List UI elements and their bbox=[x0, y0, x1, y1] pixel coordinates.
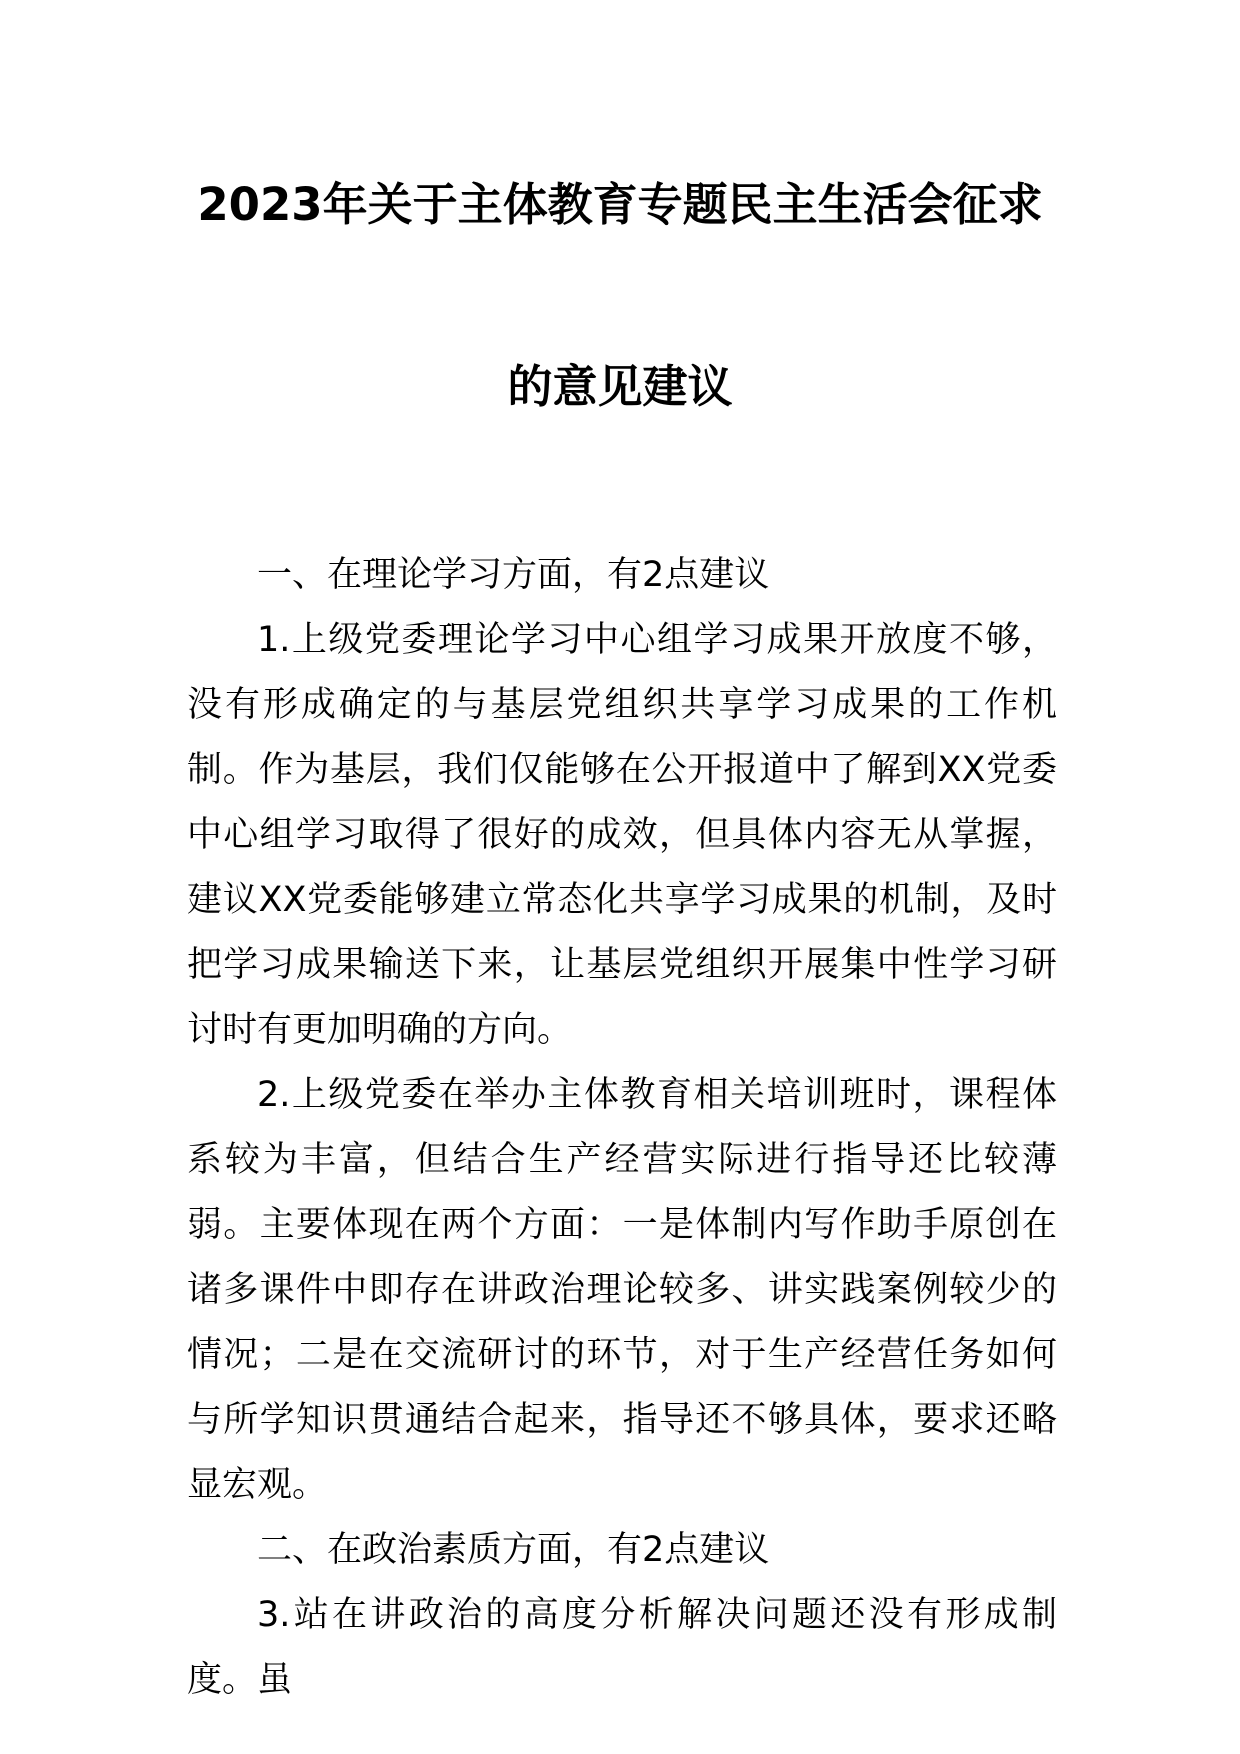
document-body bbox=[187, 543, 1057, 1713]
paragraph-suggestion-2: 2.上级党委在举办主体教育相关培训班时，课程体系较为丰富，但结合生产经营实际进行指导还比较薄弱。主要体现在两个方面：一是体制内写作助手原创在诸多课件中即存在讲政治理论较多、讲实践案例较少的情况；二是在交流研讨的环节，对于生产经营任务如何与所学知识贯通结合起来，指导还不够具体，要求还略显宏观。 bbox=[187, 1075, 1057, 1505]
paragraph-suggestion-3: 3.站在讲政治的高度分析解决问题还没有形成制度。虽 bbox=[187, 1595, 1057, 1700]
paragraph-suggestion-1: 1.上级党委理论学习中心组学习成果开放度不够，没有形成确定的与基层党组织共享学习成果的工作机制。作为基层，我们仅能够在公开报道中了解到XX党委中心组学习取得了很好的成效，但具体内容无从掌握，建议XX党委能够建立常态化共享学习成果的机制，及时把学习成果输送下来，让基层党组织开展集中性学习研讨时有更加明确的方向。 bbox=[187, 620, 1057, 1050]
section-heading-theory: 一、在理论学习方面，有2点建议 bbox=[257, 555, 770, 595]
document-title-line-1: 2023年关于主体教育专题民主生活会征求 bbox=[197, 178, 1043, 231]
document-title-line-2: 的意见建议 bbox=[507, 360, 733, 413]
section-heading-political: 二、在政治素质方面，有2点建议 bbox=[257, 1530, 770, 1570]
